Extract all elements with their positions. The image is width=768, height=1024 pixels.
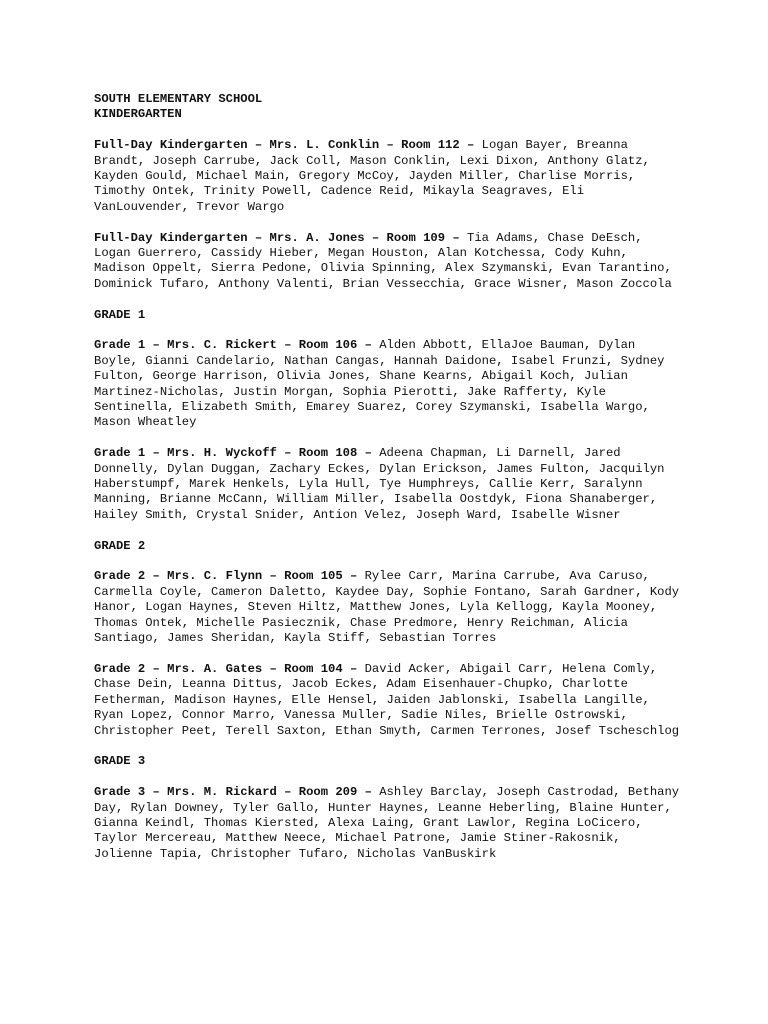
section-grade-2 xyxy=(94,539,684,739)
class-entry xyxy=(94,338,684,430)
student-list: Logan Bayer, Breanna Brandt, Joseph Carrube, Jack Coll, Mason Conklin, Lexi Dixon, Anthony Glatz, Kayden Gould, Michael Main, Gregory McCoy, Jayden Miller, Charlise Morris, Timothy Ontek, Trinity Powell, Cadence Reid, Mikayla Seagraves, Eli VanLouvender, Trevor Wargo xyxy=(94,138,650,214)
class-label: Full-Day Kindergarten – Mrs. L. Conklin – Room 112 – xyxy=(94,138,475,153)
class-label: Grade 1 – Mrs. C. Rickert – Room 106 – xyxy=(94,338,372,353)
class-label: Grade 3 – Mrs. M. Rickard – Room 209 – xyxy=(94,785,372,800)
document-subtitle: KINDERGARTEN xyxy=(94,107,182,122)
class-entry xyxy=(94,785,684,862)
student-list: Adeena Chapman, Li Darnell, Jared Donnelly, Dylan Duggan, Zachary Eckes, Dylan Erickson, James Fulton, Jacquilyn Haberstumpf, Marek Henkels, Lyla Hull, Tye Humphreys, Callie Kerr, Saralynn Manning, Brianne McCann, William Miller, Isabella Oostdyk, Fiona Shanaberger, Hailey Smith, Crystal Snider, Antion Velez, Joseph Ward, Isabelle Wisner xyxy=(94,446,665,522)
section-kindergarten xyxy=(94,138,684,292)
student-list: Tia Adams, Chase DeEsch, Logan Guerrero, Cassidy Hieber, Megan Houston, Alan Kotchessa, Cody Kuhn, Madison Oppelt, Sierra Pedone, Olivia Spinning, Alex Szymanski, Evan Tarantino, Dominick Tufaro, Anthony Valenti, Brian Vessecchia, Grace Wisner, Mason Zoccola xyxy=(94,230,672,291)
class-entry xyxy=(94,231,684,293)
student-list: Ashley Barclay, Joseph Castrodad, Bethany Day, Rylan Downey, Tyler Gallo, Hunter Haynes, Leanne Heberling, Blaine Hunter, Gianna Keindl, Thomas Kiersted, Alexa Laing, Grant Lawlor, Regina LoCicero, Taylor Mercereau, Matthew Neece, Michael Patrone, Jamie Stiner-Rakosnik, Jolienne Tapia, Christopher Tufaro, Nicholas VanBuskirk xyxy=(94,785,680,861)
document-header xyxy=(94,92,684,123)
class-label: Grade 2 – Mrs. A. Gates – Room 104 – xyxy=(94,661,358,676)
student-list: Alden Abbott, EllaJoe Bauman, Dylan Boyle, Gianni Candelario, Nathan Cangas, Hannah Daidone, Isabel Frunzi, Sydney Fulton, George Harrison, Olivia Jones, Shane Kearns, Abigail Koch, Julian Martinez-Nicholas, Justin Morgan, Sophia Pierotti, Jake Rafferty, Kyle Sentinella, Elizabeth Smith, Emarey Suarez, Corey Szymanski, Isabella Wargo, Mason Wheatley xyxy=(94,338,665,430)
class-entry xyxy=(94,662,684,739)
class-label: Grade 2 – Mrs. C. Flynn – Room 105 – xyxy=(94,569,358,584)
section-heading: GRADE 3 xyxy=(94,754,146,769)
student-list: David Acker, Abigail Carr, Helena Comly, Chase Dein, Leanna Dittus, Jacob Eckes, Adam Eisenhauer-Chupko, Charlotte Fetherman, Madison Haynes, Elle Hensel, Jaiden Jablonski, Isabella Langille, Ryan Lopez, Connor Marro, Vanessa Muller, Sadie Niles, Brielle Ostrowski, Christopher Peet, Terell Saxton, Ethan Smyth, Carmen Terrones, Josef Tscheschlog xyxy=(94,661,680,738)
class-entry xyxy=(94,138,684,215)
class-roster-document xyxy=(94,92,684,878)
section-grade-1 xyxy=(94,308,684,524)
section-heading: GRADE 1 xyxy=(94,307,146,322)
student-list: Rylee Carr, Marina Carrube, Ava Caruso, Carmella Coyle, Cameron Daletto, Kaydee Day, Sophie Fontano, Sarah Gardner, Kody Hanor, Logan Haynes, Steven Hiltz, Matthew Jones, Lyla Kellogg, Kayla Mooney, Thomas Ontek, Michelle Pasiecznik, Chase Predmore, Henry Reichman, Alicia Santiago, James Sheridan, Kayla Stiff, Sebastian Torres xyxy=(94,569,680,646)
class-entry xyxy=(94,569,684,646)
class-label: Grade 1 – Mrs. H. Wyckoff – Room 108 – xyxy=(94,446,372,461)
class-label: Full-Day Kindergarten – Mrs. A. Jones – Room 109 – xyxy=(94,230,460,245)
class-entry xyxy=(94,446,684,523)
school-name: SOUTH ELEMENTARY SCHOOL xyxy=(94,92,263,106)
section-grade-3 xyxy=(94,754,684,862)
section-heading: GRADE 2 xyxy=(94,538,146,553)
